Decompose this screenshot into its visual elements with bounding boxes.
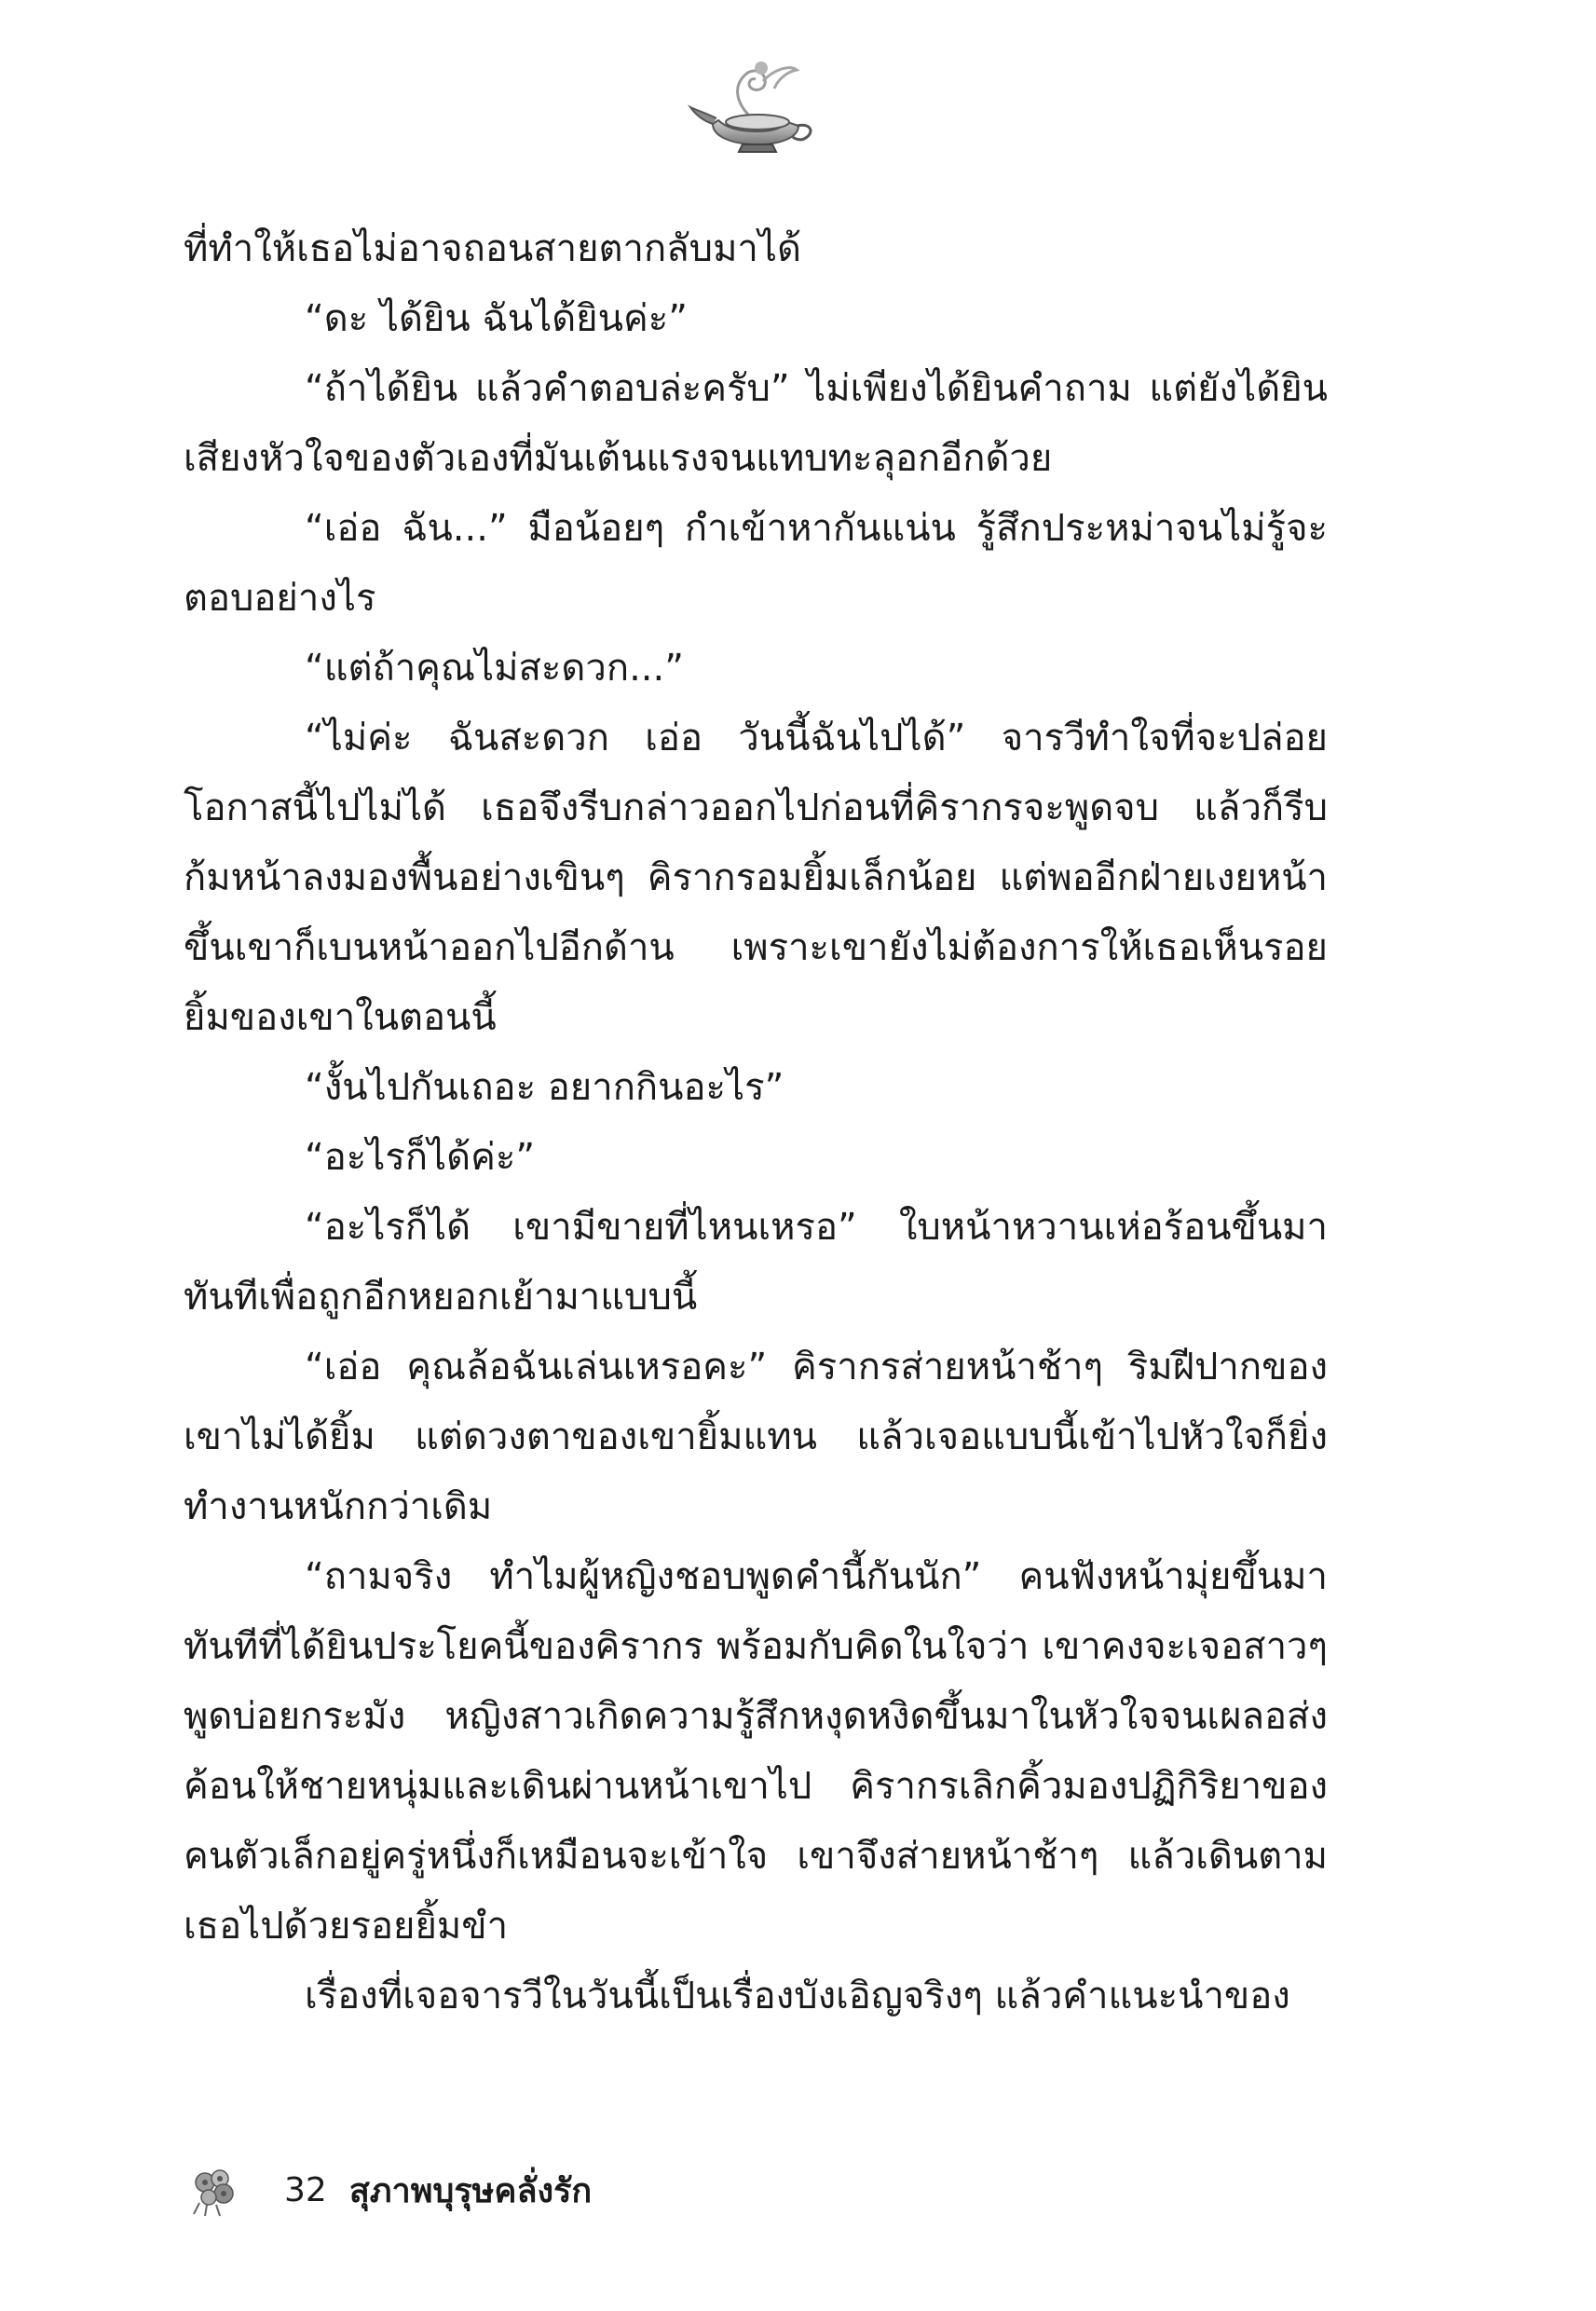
flower-bouquet-icon — [186, 2162, 242, 2218]
paragraph: “เอ่อ คุณล้อฉันเล่นเหรอคะ” คิรากรส่ายหน้าช้าๆ ริมฝีปากของเขาไม่ได้ยิ้ม แต่ดวงตาของเขายิ้มแทน แล้วเจอแบบนี้เข้าไปหัวใจก็ยิ่งทำงานหนักกว่าเดิม — [184, 1346, 1328, 1528]
paragraph: “เอ่อ ฉัน...” มือน้อยๆ กำเข้าหากันแน่น รู้สึกประหม่าจนไม่รู้จะตอบอย่างไร — [184, 507, 1328, 620]
page-footer — [186, 2162, 592, 2218]
paragraph: “อะไรก็ได้ค่ะ” — [305, 1136, 536, 1179]
genie-lamp-icon — [685, 51, 825, 163]
book-title: สุภาพบุรุษคลั่งรัก — [348, 2171, 593, 2210]
paragraph: “ถามจริง ทำไมผู้หญิงชอบพูดคำนี้กันนัก” คนฟังหน้ามุ่ยขึ้นมาทันทีที่ได้ยินประโยคนี้ของคิรากร พร้อมกับคิดในใจว่า เขาคงจะเจอสาวๆ พูดบ่อยกระมัง หญิงสาวเกิดความรู้สึกหงุดหงิดขึ้นมาในหัวใจจนเผลอส่งค้อนให้ชายหนุ่มและเดินผ่านหน้าเขาไป คิรากรเลิกคิ้วมองปฏิกิริยาของคนตัวเล็กอยู่ครู่หนึ่งก็เหมือนจะเข้าใจ เขาจึงส่ายหน้าช้าๆ แล้วเดินตามเธอไปด้วยรอยยิ้มขำ — [184, 1555, 1328, 1948]
paragraph: “อะไรก็ได้ เขามีขายที่ไหนเหรอ” ใบหน้าหวานเห่อร้อนขึ้นมาทันทีเพื่อถูกอีกหยอกเย้ามาแบบนี้ — [184, 1206, 1328, 1319]
paragraph: “ดะ ได้ยิน ฉันได้ยินค่ะ” — [305, 297, 688, 340]
body-text — [184, 214, 1328, 2031]
paragraph: เรื่องที่เจอจารวีในวันนี้เป็นเรื่องบังเอิญจริงๆ แล้วคำแนะนำของ — [305, 1975, 1290, 2017]
paragraph: “แต่ถ้าคุณไม่สะดวก...” — [305, 647, 684, 690]
page-number: 32 — [284, 2170, 327, 2209]
paragraph: ที่ทำให้เธอไม่อาจถอนสายตากลับมาได้ — [184, 227, 801, 270]
paragraph: “ถ้าได้ยิน แล้วคำตอบล่ะครับ” ไม่เพียงได้ยินคำถาม แต่ยังได้ยินเสียงหัวใจของตัวเองที่มันเต้นแรงจนแทบทะลุอกอีกด้วย — [184, 367, 1328, 480]
paragraph: “ไม่ค่ะ ฉันสะดวก เอ่อ วันนี้ฉันไปได้” จารวีทำใจที่จะปล่อยโอกาสนี้ไปไม่ได้ เธอจึงรีบกล่าวออกไปก่อนที่คิรากรจะพูดจบ แล้วก็รีบก้มหน้าลงมองพื้นอย่างเขินๆ คิรากรอมยิ้มเล็กน้อย แต่พออีกฝ่ายเงยหน้าขึ้นเขาก็เบนหน้าออกไปอีกด้าน เพราะเขายังไม่ต้องการให้เธอเห็นรอยยิ้มของเขาในตอนนี้ — [184, 717, 1328, 1039]
paragraph: “งั้นไปกันเถอะ อยากกินอะไร” — [305, 1066, 784, 1109]
